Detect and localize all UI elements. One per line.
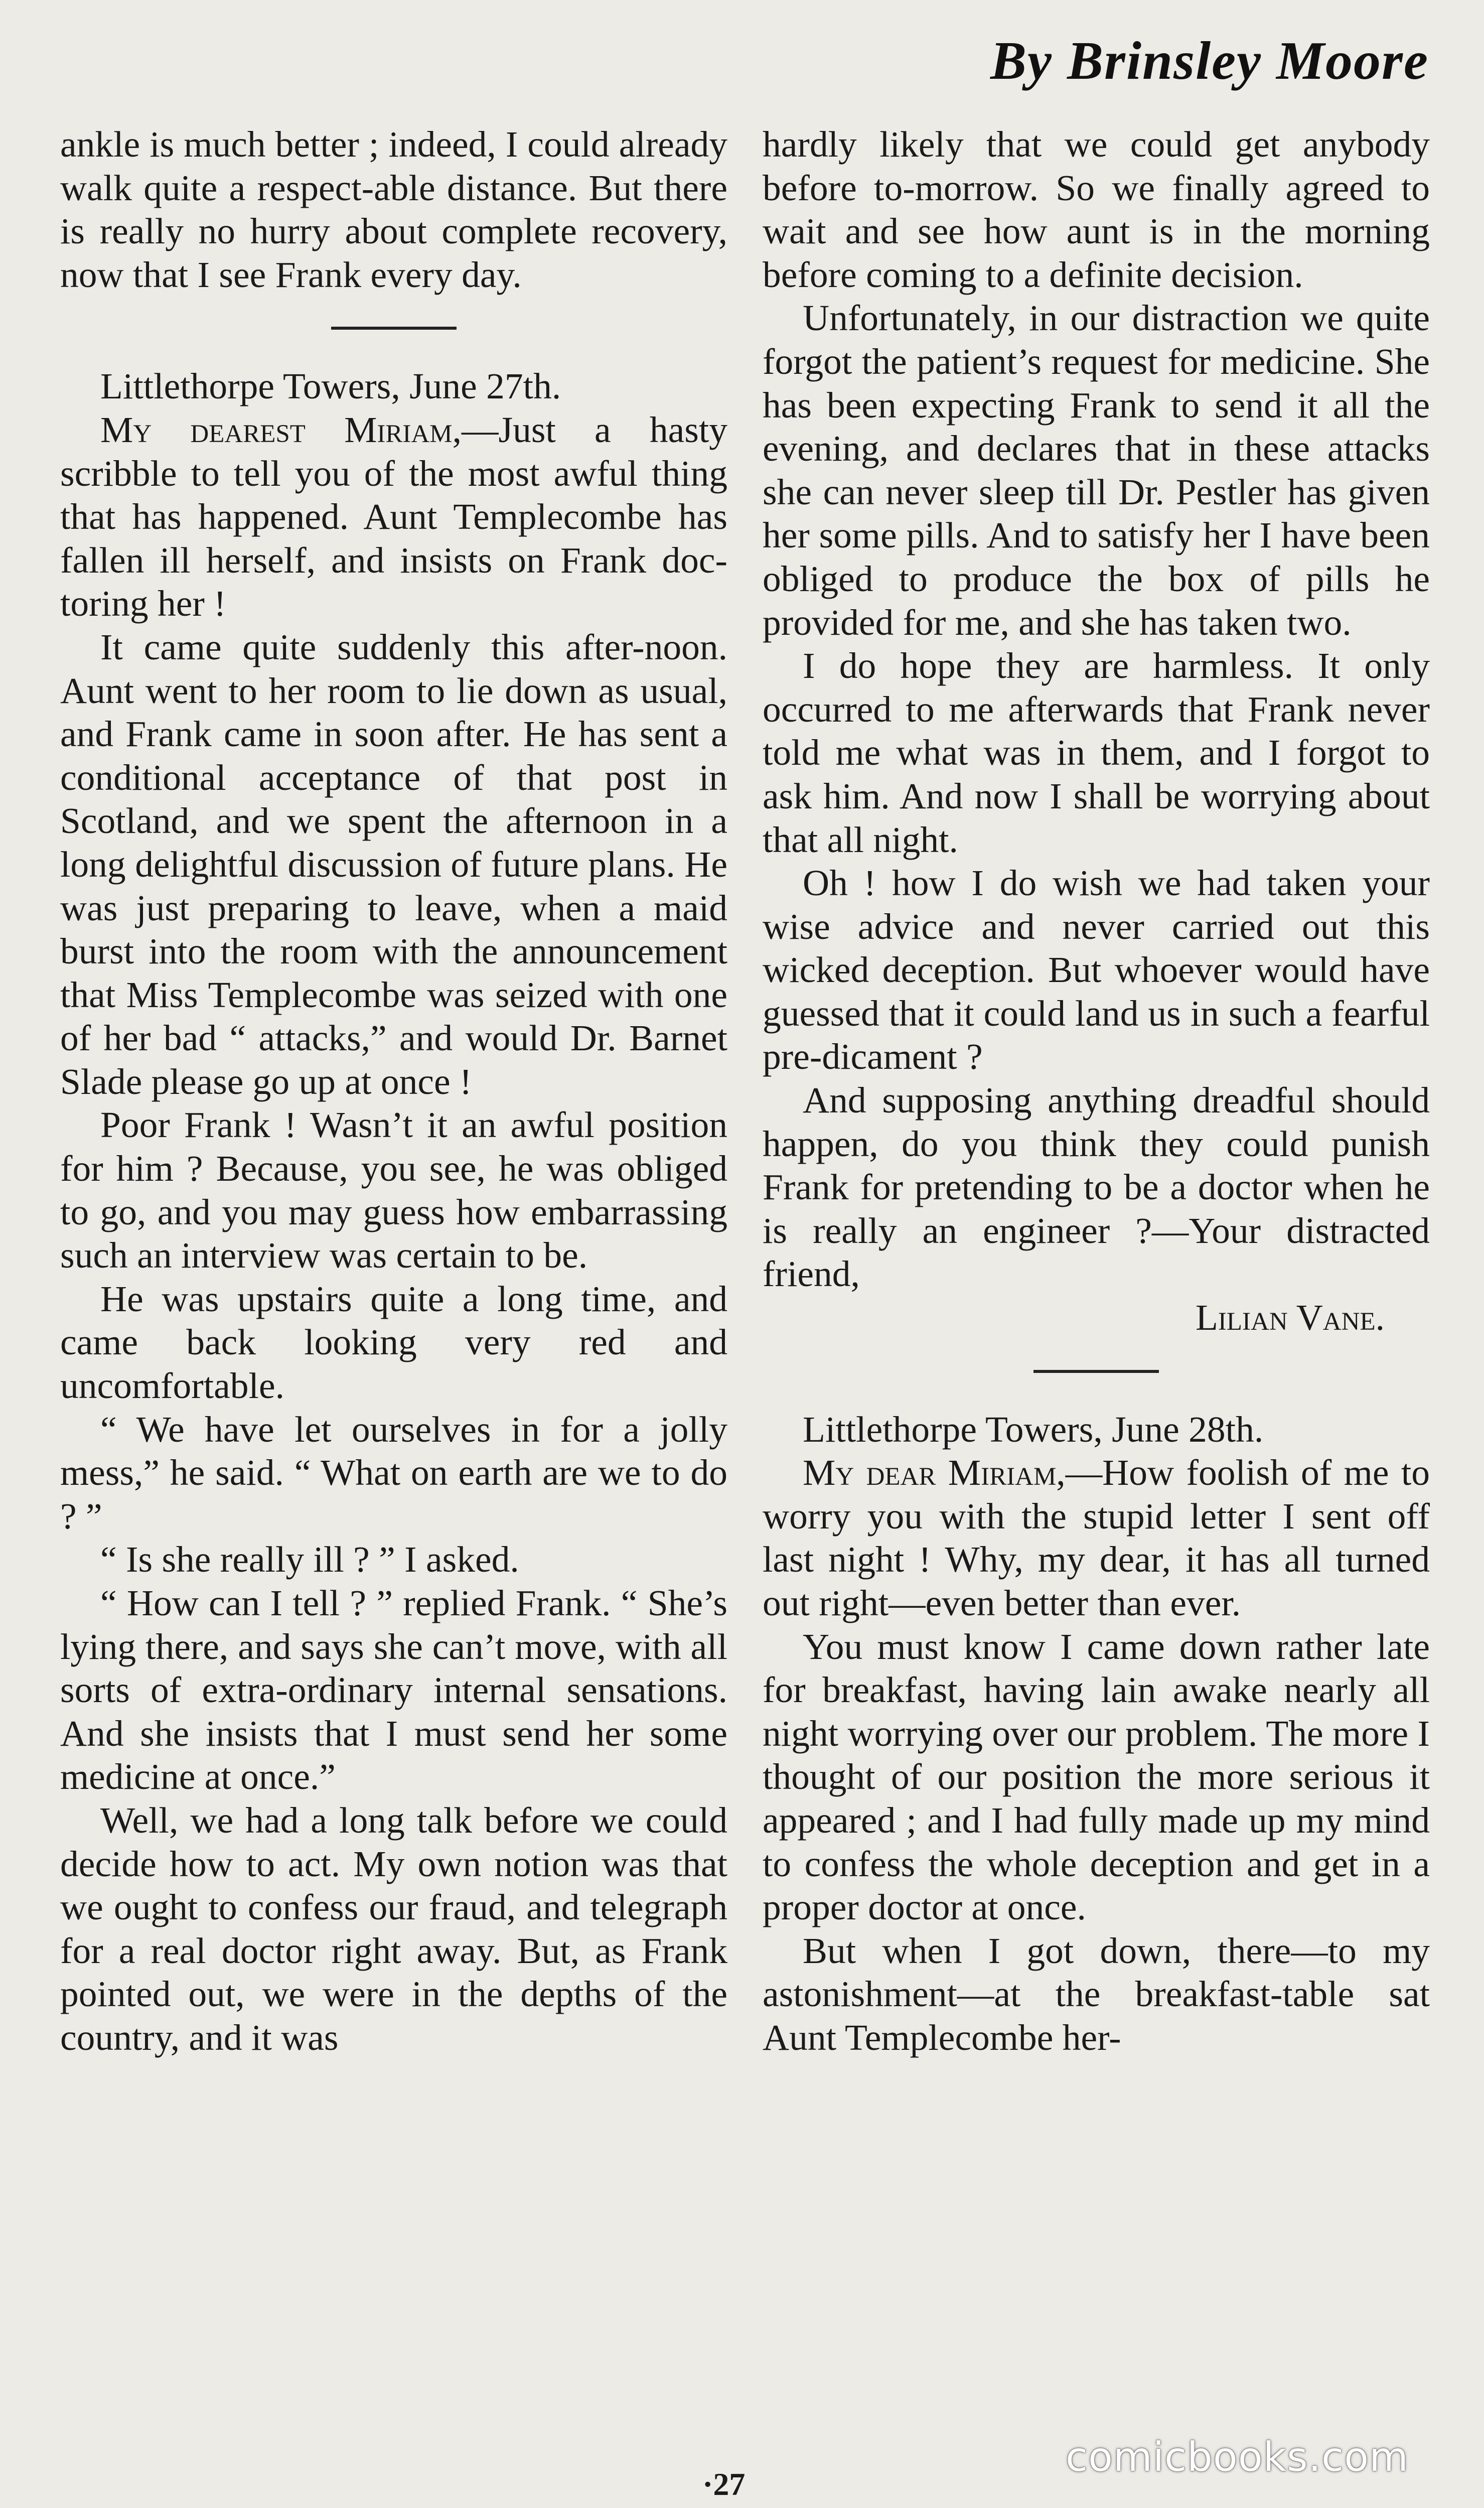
body-paragraph: Oh ! how I do wish we had taken your wise advice and never carried out this wicked deception. But whoever would have guessed that it could land us in such a fearful pre-dicament ? bbox=[763, 863, 1430, 1077]
body-paragraph: He was upstairs quite a long time, and came back looking very red and uncomfortable. bbox=[60, 1278, 727, 1407]
body-paragraph: “ Is she really ill ? ” I asked. bbox=[100, 1539, 519, 1580]
body-paragraph: And supposing anything dreadful should happen, do you think they could punish Frank for pretending to be a doctor when he is really an engineer ?—Your distracted friend, bbox=[763, 1080, 1430, 1295]
letter-dateline: Littlethorpe Towers, June 27th. bbox=[100, 366, 561, 407]
body-paragraph: “ We have let ourselves in for a jolly mess,” he said. “ What on earth are we to do ? ” bbox=[60, 1409, 727, 1537]
letter-salutation bbox=[60, 408, 727, 626]
body-paragraph: Well, we had a long talk before we could decide how to act. My own notion was that we ought to confess our fraud, and telegraph for a real doctor right away. But, as Frank pointed out, we were in the depths of the country, and it was bbox=[60, 1799, 727, 2058]
author-byline: By Brinsley Moore bbox=[990, 31, 1429, 91]
right-column bbox=[763, 123, 1430, 2060]
body-paragraph: Unfortunately, in our distraction we quite forgot the patient’s request for medicine. She has been expecting Frank to send it all the evening, and declares that in these attacks she can never sleep till Dr. Pestler has given her some pills. And to satisfy her I have been obliged to produce the box of pills he provided for me, and she has taken two. bbox=[763, 298, 1430, 643]
body-paragraph: But when I got down, there—to my astonishment—at the breakfast-table sat Aunt Templecombe her- bbox=[763, 1930, 1430, 2058]
letter-salutation bbox=[763, 1451, 1430, 1625]
salutation-text: —How foolish of me to worry you with the stupid letter I sent off last night ! Why, my dear, it has all turned out right—even better than ever. bbox=[763, 1452, 1430, 1623]
page-number: ·27 bbox=[702, 2466, 746, 2502]
letter-dateline: Littlethorpe Towers, June 28th. bbox=[803, 1409, 1264, 1450]
salutation-name: My dear Miriam, bbox=[803, 1452, 1066, 1493]
left-column bbox=[60, 123, 727, 2060]
section-divider bbox=[1033, 1370, 1159, 1373]
body-paragraph: ankle is much better ; indeed, I could already walk quite a respect-able distance. But there is really no hurry about complete recovery, now that I see Frank every day. bbox=[60, 124, 727, 295]
section-divider bbox=[331, 327, 457, 330]
salutation-name: My dearest Miriam, bbox=[100, 409, 462, 450]
body-paragraph: “ How can I tell ? ” replied Frank. “ She’s lying there, and says she can’t move, with all sorts of extra-ordinary internal sensations. And she insists that I must send her some medicine at once.” bbox=[60, 1583, 727, 1797]
letter-signature: Lilian Vane. bbox=[1196, 1297, 1385, 1338]
body-paragraph: You must know I came down rather late for breakfast, having lain awake nearly all night worrying over our problem. The more I thought of our position the more serious it appeared ; and I had fully made up my mind to confess the whole deception and get in a proper doctor at once. bbox=[763, 1626, 1430, 1928]
body-paragraph: hardly likely that we could get anybody before to-morrow. So we finally agreed to wait and see how aunt is in the morning before coming to a definite decision. bbox=[763, 124, 1430, 295]
salutation-text: —Just a hasty scribble to tell you of the most awful thing that has happened. Aunt Templecombe has fallen ill herself, and insists on Frank doc-toring her ! bbox=[60, 409, 727, 624]
site-watermark: comicbooks.com bbox=[1065, 2434, 1409, 2480]
body-paragraph: Poor Frank ! Wasn’t it an awful position for him ? Because, you see, he was obliged to go, and you may guess how embarrassing such an interview was certain to be. bbox=[60, 1104, 727, 1276]
body-paragraph: It came quite suddenly this after-noon. Aunt went to her room to lie down as usual, and Frank came in soon after. He has sent a conditional acceptance of that post in Scotland, and we spent the afternoon in a long delightful discussion of future plans. He was just preparing to leave, when a maid burst into the room with the announcement that Miss Templecombe was seized with one of her bad “ attacks,” and would Dr. Barnet Slade please go up at once ! bbox=[60, 626, 727, 1102]
body-paragraph: I do hope they are harmless. It only occurred to me afterwards that Frank never told me what was in them, and I forgot to ask him. And now I shall be worrying about that all night. bbox=[763, 645, 1430, 860]
